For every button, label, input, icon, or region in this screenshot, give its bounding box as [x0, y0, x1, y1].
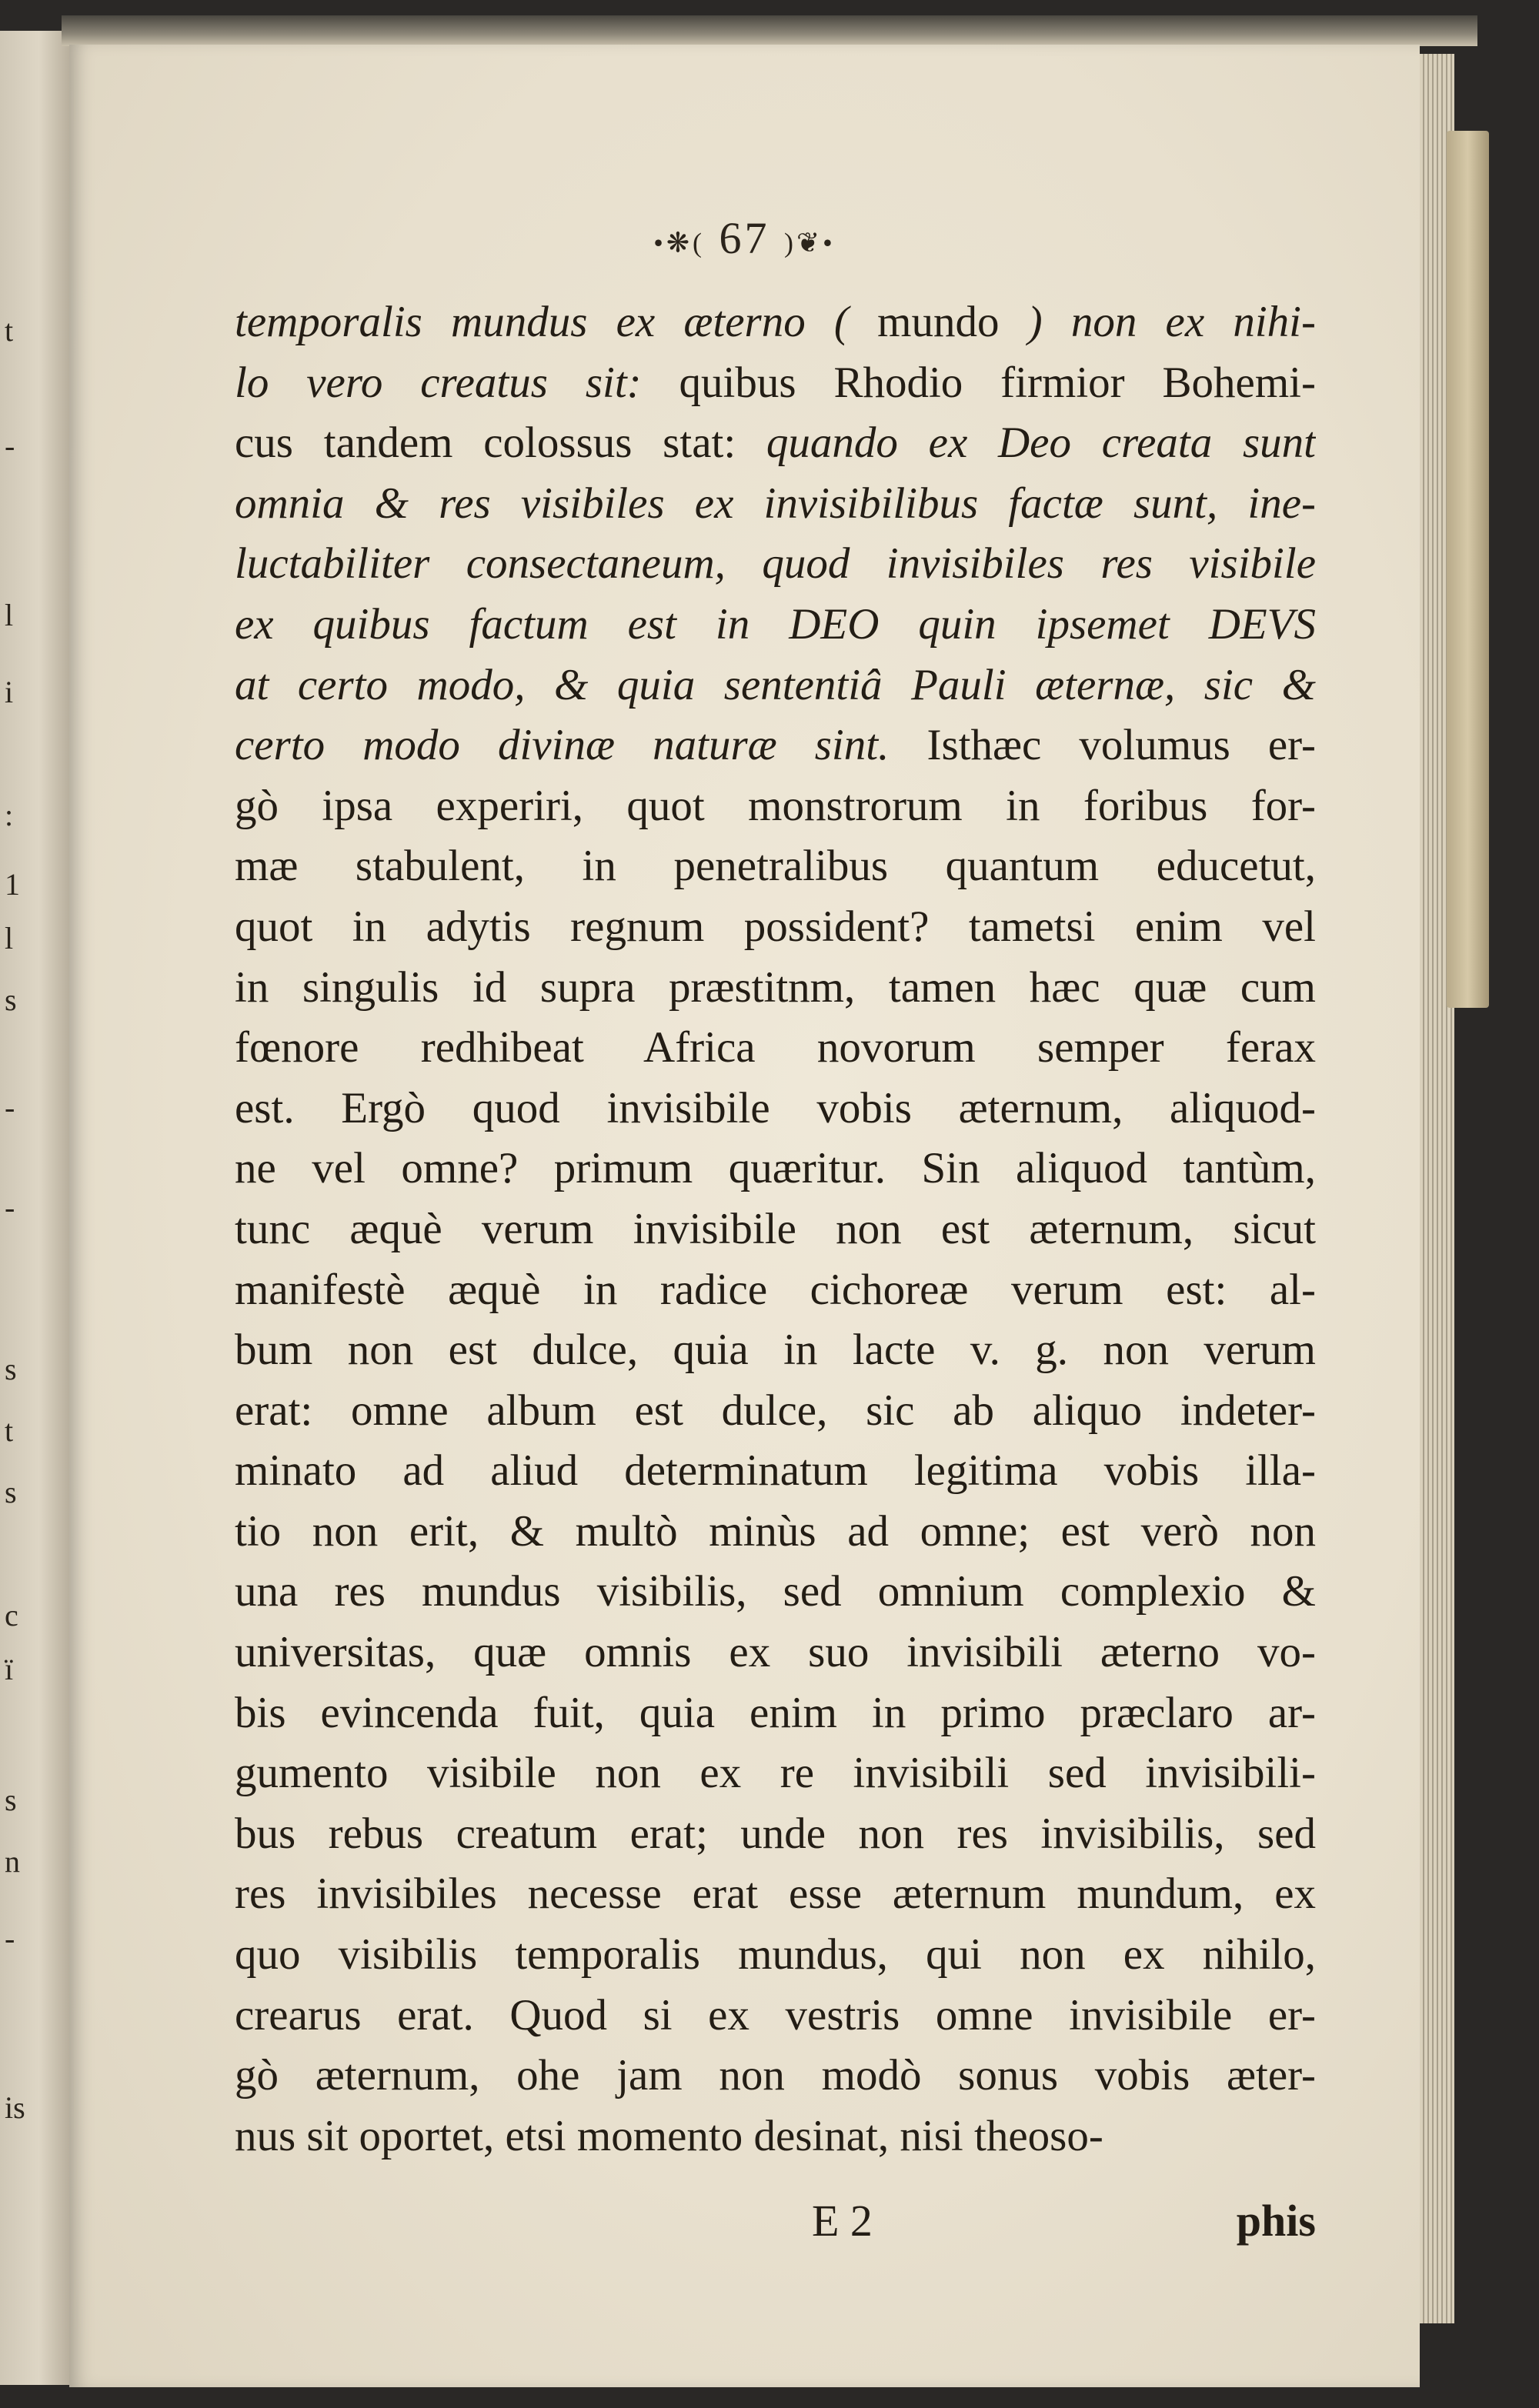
facing-page-fragment: l — [5, 921, 14, 956]
body-text — [235, 292, 1316, 2166]
roman-segment: minato ad aliud determinatum legitima vobis illa- — [235, 1446, 1316, 1496]
text-line — [235, 715, 1316, 776]
facing-page-fragment: ï — [5, 1652, 14, 1686]
text-line — [235, 1925, 1316, 1986]
facing-page-fragment: - — [5, 1090, 15, 1125]
facing-page-fragment: s — [5, 982, 17, 1017]
roman-segment: mundo — [848, 298, 1028, 346]
text-line — [235, 1804, 1316, 1865]
roman-segment: bis evincenda fuit, quia enim in primo præclaro ar- — [235, 1688, 1316, 1737]
text-line — [235, 1260, 1316, 1321]
roman-segment: ne vel omne? primum quæritur. Sin aliquod tantùm, — [235, 1144, 1316, 1193]
roman-segment: mæ stabulent, in penetralibus quantum educetut, — [235, 842, 1316, 891]
text-line — [235, 836, 1316, 897]
roman-segment: res invisibiles necesse erat esse æternum mundum, ex — [235, 1869, 1316, 1919]
italic-segment: certo modo divinæ naturæ sint. — [235, 721, 890, 770]
facing-page-fragment: t — [5, 1413, 14, 1448]
roman-segment: manifestè æquè in radice cichoreæ verum est: al- — [235, 1265, 1316, 1314]
facing-page-fragment: : — [5, 798, 14, 832]
page-footer — [235, 2195, 1316, 2256]
roman-segment: universitas, quæ omnis ex suo invisibili æterno vo- — [235, 1628, 1316, 1677]
italic-segment: quando ex Deo creata sunt — [766, 419, 1316, 468]
facing-page-edge — [0, 31, 73, 2385]
text-line — [235, 474, 1316, 535]
text-line — [235, 292, 1316, 353]
italic-segment: at certo modo, & quia sententiâ Pauli æternæ, sic & — [235, 660, 1316, 709]
text-line — [235, 1139, 1316, 1199]
roman-segment: tunc æquè verum invisibile non est æternum, sicut — [235, 1204, 1316, 1253]
roman-segment: bus rebus creatum erat; unde non res invisibilis, sed — [235, 1809, 1316, 1858]
roman-segment: bum non est dulce, quia in lacte v. g. non verum — [235, 1326, 1316, 1375]
text-line — [235, 1441, 1316, 1502]
facing-page-fragment: s — [5, 1783, 17, 1817]
text-line — [235, 413, 1316, 474]
catchword: phis — [1236, 2196, 1316, 2246]
roman-segment: gò æternum, ohe jam non modò sonus vobis æter- — [235, 2051, 1316, 2100]
roman-segment: quo visibilis temporalis mundus, qui non ex nihilo, — [235, 1930, 1316, 1979]
roman-segment: gò ipsa experiri, quot monstrorum in foribus for- — [235, 781, 1316, 830]
facing-page-fragment: is — [5, 2090, 25, 2125]
book-top-edge — [62, 15, 1477, 46]
italic-segment: luctabiliter consectaneum, quod invisibiles res visibile — [235, 539, 1316, 589]
text-line — [235, 595, 1316, 655]
text-line — [235, 353, 1316, 414]
facing-page-fragment: i — [5, 675, 14, 709]
facing-page-fragment: - — [5, 1190, 15, 1225]
facing-page-fragment: 1 — [5, 867, 20, 902]
facing-page-fragment: l — [5, 598, 14, 632]
roman-segment: tio non erit, & multò minùs ad omne; est verò non — [235, 1506, 1316, 1556]
roman-segment: gumento visibile non ex re invisibili sed invisibili- — [235, 1749, 1316, 1798]
signature-mark: E 2 — [812, 2196, 873, 2246]
facing-page-fragment: - — [5, 429, 15, 463]
italic-segment: temporalis mundus ex æterno ( — [235, 298, 849, 346]
text-line — [235, 1683, 1316, 1744]
facing-page-fragment: n — [5, 1844, 20, 1879]
text-line — [235, 2046, 1316, 2106]
roman-segment: Isthæc volumus er- — [889, 721, 1316, 770]
roman-segment: nus sit oportet, etsi momento desinat, nisi theoso- — [235, 2111, 1103, 2160]
text-line — [235, 1381, 1316, 1442]
text-line — [235, 1562, 1316, 1623]
roman-segment: fœnore redhibeat Africa novorum semper ferax — [235, 1023, 1316, 1072]
italic-segment: omnia & res visibiles ex invisibilibus factæ sunt, ine- — [235, 479, 1316, 528]
text-line — [235, 776, 1316, 837]
text-line — [235, 1079, 1316, 1139]
header-ornament-left: •❋( — [653, 227, 705, 258]
roman-segment: cus tandem colossus stat: — [235, 419, 766, 468]
roman-segment: una res mundus visibilis, sed omnium complexio & — [235, 1567, 1316, 1616]
text-line — [235, 1018, 1316, 1079]
text-line — [235, 1623, 1316, 1683]
header-ornament-right: )❦• — [784, 227, 836, 258]
facing-page-fragment: - — [5, 1921, 15, 1956]
roman-segment: erat: omne album est dulce, sic ab aliquo indeter- — [235, 1386, 1316, 1435]
text-line — [235, 897, 1316, 958]
text-line — [235, 655, 1316, 716]
facing-page-fragment: s — [5, 1352, 17, 1386]
binding-tab — [1447, 131, 1489, 1008]
book-page — [69, 45, 1420, 2387]
facing-page-fragment: t — [5, 313, 14, 348]
text-line — [235, 1320, 1316, 1381]
roman-segment: quot in adytis regnum possident? tametsi enim vel — [235, 902, 1316, 951]
text-line — [235, 958, 1316, 1019]
facing-page-fragment: c — [5, 1598, 18, 1633]
text-line — [235, 1743, 1316, 1804]
page-number: 67 — [719, 213, 770, 263]
roman-segment: in singulis id supra præstitnm, tamen hæc quæ cum — [235, 962, 1316, 1012]
roman-segment: quibus Rhodio firmior Bohemi- — [679, 358, 1316, 407]
text-line — [235, 1986, 1316, 2046]
italic-segment: ex quibus factum est in DEO quin ipsemet DEVS — [235, 599, 1316, 649]
text-line — [235, 534, 1316, 595]
text-line — [235, 1502, 1316, 1563]
roman-segment: crearus erat. Quod si ex vestris omne invisibile er- — [235, 1990, 1316, 2039]
roman-segment: est. Ergò quod invisibile vobis æternum, aliquod- — [235, 1083, 1316, 1132]
facing-page-fragment: s — [5, 1475, 17, 1509]
italic-segment: lo vero creatus sit: — [235, 358, 679, 407]
page-header — [69, 212, 1420, 264]
text-line — [235, 1864, 1316, 1925]
text-line — [235, 2106, 1316, 2167]
italic-segment: ) non ex nihi- — [1027, 298, 1316, 346]
text-line — [235, 1199, 1316, 1260]
